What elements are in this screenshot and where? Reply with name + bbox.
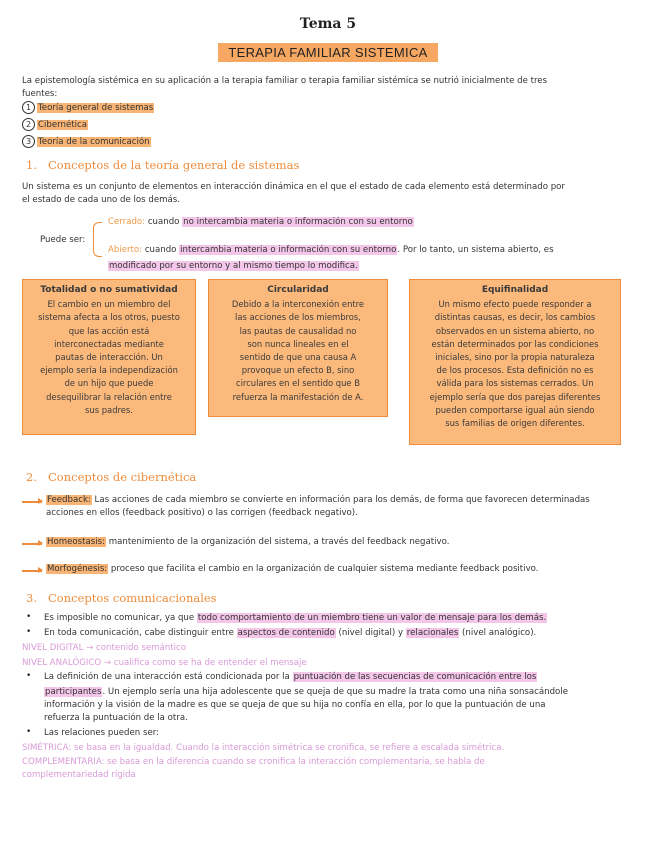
homeostasis-text: mantenimiento de la organización del sistema, a través del feedback negativo. <box>106 537 450 547</box>
cerrado-highlight: no intercambia materia o información con su entorno <box>183 217 413 227</box>
arrow-icon <box>22 543 42 545</box>
circle-number: 1 <box>22 101 35 114</box>
puede-ser-label: Puede ser: <box>40 235 86 245</box>
box-line: Un mismo efecto puede responder a <box>438 299 592 310</box>
feedback-line-1: Las acciones de cada miembro se convierte en información para los demás, de forma que favorecen determinadas <box>91 495 590 505</box>
abierto-highlight: intercambia materia o información con su entorno <box>180 245 397 255</box>
box-line: El cambio en un miembro del <box>47 299 171 310</box>
box-line: de los procesos. Esta definición no es <box>436 365 594 376</box>
page-title: Tema 5 <box>299 16 357 32</box>
bullet-dot: • <box>26 627 32 637</box>
source-item <box>22 101 642 115</box>
section-number: 3. <box>26 591 37 605</box>
box-line: son nunca lineales en el <box>247 338 349 349</box>
box-line: válida para los sistemas cerrados. Un <box>436 378 594 389</box>
box-line: están determinados por las condiciones <box>431 338 599 349</box>
box-line: sentido de que una causa A <box>239 352 357 363</box>
feedback-line-2: acciones en ellos (feedback positivo) o las corrigen (feedback negativo). <box>46 508 358 518</box>
source-item <box>22 118 642 132</box>
bullet-1-pre: Es imposible no comunicar, ya que <box>44 613 197 623</box>
page-subtitle: TERAPIA FAMILIAR SISTEMICA <box>218 43 437 62</box>
box-line: provoque un efecto B, sino <box>241 365 355 376</box>
bullet-dot: • <box>26 727 32 737</box>
bullet-3-highlight-a: puntuación de las secuencias de comunicación entre los <box>293 672 537 682</box>
box-line: de un hijo que puede <box>64 378 154 389</box>
section-2-heading <box>26 470 196 484</box>
cerrado-pre: cuando <box>147 217 180 227</box>
system-definition <box>22 181 642 207</box>
box-line: que las acción está <box>68 325 150 336</box>
box-line: desequilibrar la relación entre <box>46 391 172 402</box>
intro-line-1: La epistemología sistémica en su aplicación a la terapia familiar o terapia familiar sistémica se nutrió inicialmente de tres <box>22 76 548 86</box>
definition-line-1: Un sistema es un conjunto de elementos en interacción dinámica en el que el estado de cada elemento está determinado por <box>22 182 565 192</box>
abierto-label: Abierto: <box>108 245 143 255</box>
complementaria-line-1: COMPLEMENTARIA: se basa en la diferencia cuando se cronifica la interacción complementaria, se habla de <box>22 757 485 767</box>
bullet-3-pre: La definición de una interacción está condicionada por la <box>44 672 293 682</box>
section-title: Conceptos de la teoría general de sistemas <box>48 158 300 172</box>
box-line: sistema afecta a los otros, puesto <box>38 312 180 323</box>
bullet-4: Las relaciones pueden ser: <box>44 728 160 738</box>
subtitle-wrap <box>0 42 656 62</box>
box-line: circulares en el sentido que B <box>236 378 360 389</box>
box-line: refuerza la manifestación de A. <box>232 391 364 402</box>
bullet-2-post: (nivel analógico). <box>459 628 537 638</box>
homeostasis-term: Homeostasis: <box>47 537 105 547</box>
simetrica-text: SIMÉTRICA: se basa en la igualdad. Cuando la interacción simétrica se cronifica, se refiere a escalada simétrica. <box>22 743 505 753</box>
bullet-2-highlight-1: aspectos de contenido <box>237 628 335 638</box>
section-title: Conceptos comunicacionales <box>48 591 217 605</box>
source-label: Teoría de la comunicación <box>38 137 150 147</box>
box-line: las pautas de causalidad no <box>239 325 357 336</box>
morfogenesis-item <box>46 563 640 576</box>
bullet-3-line-2: . Un ejemplo sería una hija adolescente que se queja de que su madre la trata como una niña sonsacándole <box>102 687 568 697</box>
section-number: 1. <box>26 158 37 172</box>
circularidad-box <box>208 279 388 417</box>
homeostasis-item <box>46 536 640 549</box>
intro-paragraph <box>22 75 642 149</box>
bullet-3-highlight-b: participantes <box>45 687 102 697</box>
abierto-line-2: modificado por su entorno y al mismo tiempo lo modifica. <box>109 261 358 271</box>
section-1-heading <box>26 158 299 172</box>
abierto-pre: cuando <box>144 245 177 255</box>
bullet-dot: • <box>26 612 32 622</box>
box-line: Debido a la interconexión entre <box>231 299 365 310</box>
bullet-3 <box>44 671 644 725</box>
definition-line-2: el estado de cada uno de los demás. <box>22 195 180 205</box>
section-3-heading <box>26 591 217 605</box>
arrow-icon <box>22 501 42 503</box>
nivel-analogico: NIVEL ANALÓGICO → cualifica como se ha de entender el mensaje <box>22 658 307 668</box>
feedback-term: Feedback: <box>47 495 91 505</box>
box-line: las acciones de los miembros, <box>235 312 361 323</box>
box-title: Circularidad <box>267 285 329 295</box>
intro-line-2: fuentes: <box>22 89 58 99</box>
box-line: sus padres. <box>85 404 133 415</box>
complementaria-line-2: complementariedad rígida <box>22 770 136 780</box>
box-title: Totalidad o no sumatividad <box>40 285 178 295</box>
box-line: ejemplo sería que dos parejas diferentes <box>429 391 601 402</box>
box-title: Equifinalidad <box>481 285 549 295</box>
bullet-3-line-3: información y la visión de la madre es que se queja de que su hija no confía en ella, por lo que la puntuación de una <box>44 700 546 710</box>
feedback-item <box>46 494 640 520</box>
cerrado-label: Cerrado: <box>108 217 146 227</box>
bullet-2-highlight-2: relacionales <box>406 628 459 638</box>
circle-number: 2 <box>22 118 35 131</box>
box-line: distintas causas, es decir, los cambios <box>434 312 596 323</box>
bullet-dot: • <box>26 671 32 681</box>
box-line: ejemplo sería la independización <box>40 365 178 376</box>
bullet-2-mid: (nivel digital) y <box>335 628 406 638</box>
circle-number: 3 <box>22 135 35 148</box>
box-line: iniciales, sino por la propia naturaleza <box>435 352 595 363</box>
abierto-post: . Por lo tanto, un sistema abierto, es <box>397 245 554 255</box>
box-line: interconectadas mediante <box>54 338 164 349</box>
section-number: 2. <box>26 470 37 484</box>
box-line: pautas de interacción. Un <box>55 352 163 363</box>
bullet-2 <box>44 627 644 640</box>
source-label: Teoría general de sistemas <box>38 103 154 113</box>
totalidad-box <box>22 279 196 435</box>
section-title: Conceptos de cibernética <box>48 470 197 484</box>
box-line: sus familias de origen diferentes. <box>445 418 585 429</box>
box-line: observados en un sistema abierto, no <box>435 325 595 336</box>
bullet-1-highlight: todo comportamiento de un miembro tiene un valor de mensaje para los demás. <box>197 613 547 623</box>
bullet-2-pre: En toda comunicación, cabe distinguir entre <box>44 628 237 638</box>
equifinalidad-box <box>409 279 621 445</box>
nivel-digital: NIVEL DIGITAL → contenido semántico <box>22 643 187 653</box>
box-line: pueden comportarse igual aún siendo <box>435 404 595 415</box>
arrow-icon <box>22 570 42 572</box>
source-item <box>22 135 642 149</box>
morfogenesis-text: proceso que facilita el cambio en la organización de cualquier sistema mediante feedback positivo. <box>108 564 539 574</box>
source-label: Cibernética <box>38 120 87 130</box>
abierto-line <box>108 244 644 273</box>
brace <box>93 222 102 257</box>
bullet-3-line-4: refuerza la puntuación de la otra. <box>44 713 188 723</box>
bullet-1 <box>44 612 644 625</box>
morfogenesis-term: Morfogénesis: <box>47 564 108 574</box>
complementaria-text <box>22 756 642 782</box>
cerrado-line <box>108 216 648 229</box>
